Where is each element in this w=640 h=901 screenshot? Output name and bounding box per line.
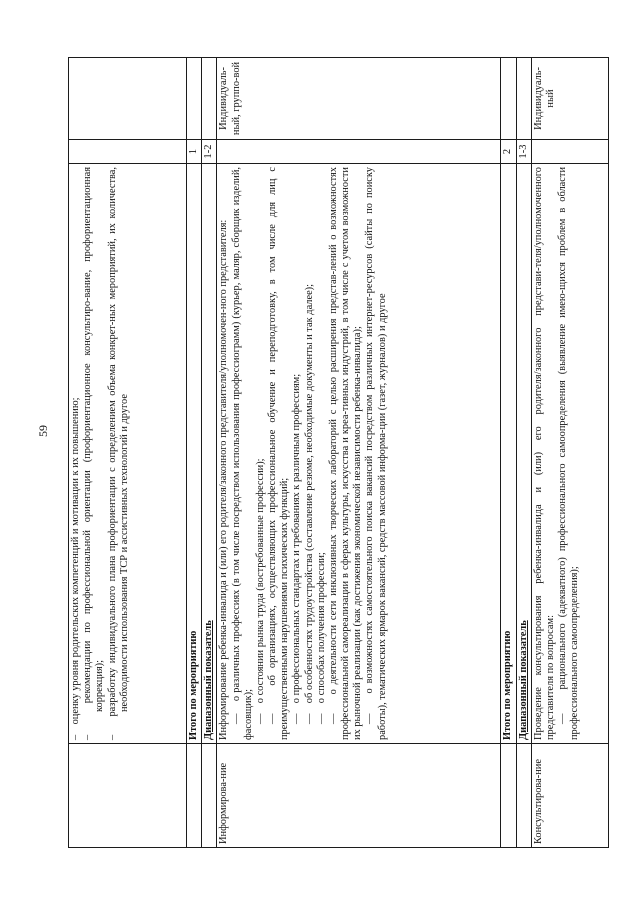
- table-row-continuation: [69, 58, 187, 848]
- content-cell: [69, 164, 187, 744]
- content-cell: [531, 164, 608, 744]
- count-cell-empty: [217, 140, 501, 164]
- range-value: 1-3: [516, 140, 531, 164]
- list-item: – рекомендации по профессиональной ориентации (профориентационное консультиро-вание, профориентационная коррекция);: [82, 167, 106, 740]
- list-item: — о способах получения профессии;: [315, 552, 327, 724]
- list-item: — о состоянии рынка труда (востребованные профессии);: [254, 458, 266, 724]
- total-label: Итого по мероприятию: [187, 164, 202, 744]
- range-label: Диапазонный показатель: [202, 164, 217, 744]
- list-item: — о деятельности сети инклюзивных творческих лабораторий с целью расширения представ-лений о возможностях профессиональной самореализации в сферах культуры, искусства и креа-тивных индустрий, в том числе с учетом возможности их рыночной реализации (как достижения экономической независимости ребенка-инвалида);: [327, 167, 364, 740]
- row-intro: Информирование ребенка-инвалида и (или) его родителя/законного представителя/уполномочен-ного представителя:: [218, 219, 230, 740]
- total-row: [501, 58, 516, 848]
- list-item: — о возможностях самостоятельного поиска вакансий посредством различных интернет-ресурсов (сайты по поиску работы), тематических ярмарок вакансий, средств массовой информа-ции (газет, журналов) и другое: [364, 167, 388, 740]
- form-cell: Индивидуаль-ный, группо-вой: [217, 58, 501, 140]
- list-item: – разработку индивидуального плана профориентации с определением объема конкрет-ных мероприятий, их количества, необходимости использования ТСР и ассистивных технологий и другое: [106, 167, 130, 740]
- range-row: [202, 58, 217, 848]
- table-row-consulting: [531, 58, 608, 848]
- form-cell: Индивидуаль-ный: [531, 58, 608, 140]
- range-label: Диапазонный показатель: [516, 164, 531, 744]
- list-item: — об особенностях трудоустройства (составление резюме, необходимые документы и так далее);: [303, 283, 315, 724]
- activity-cell: Информирова-ние: [217, 744, 501, 848]
- count-cell-empty: [531, 140, 608, 164]
- total-value: 2: [501, 140, 516, 164]
- row-intro: Проведение консультирования ребенка-инвалида и (или) его родителя/законного представи-теля/уполномоченного представителя по вопросам:: [532, 167, 556, 740]
- list-item: — рационального (адекватного) профессионального самоопределения (выявление имею-щихся проблем в области профессионального самоопределения);: [557, 167, 581, 740]
- list-item: — о различных профессиях (в том числе посредством использования профессиограмм) (курьер, маляр, сборщик изделий, фасовщик);: [230, 167, 254, 740]
- list-item: – оценку уровня родительских компетенций и мотивации к их повышению;: [70, 397, 81, 740]
- count-cell-empty: [69, 140, 187, 164]
- page-number: 59: [36, 425, 50, 437]
- total-value: 1: [187, 140, 202, 164]
- form-cell-empty: [69, 58, 187, 140]
- total-label: Итого по мероприятию: [501, 164, 516, 744]
- list-item: — о профессиональных стандартах и требованиях к различным профессиям;: [291, 373, 303, 724]
- range-value: 1-2: [202, 140, 217, 164]
- activity-cell-empty: [69, 744, 187, 848]
- activity-cell: Консультирова-ние: [531, 744, 608, 848]
- total-row: [187, 58, 202, 848]
- activities-table: [68, 57, 609, 848]
- list-item: — об организациях, осуществляющих профессиональное обучение и переподготовку, в том числе для лиц с преимущественными нарушениями психических функций;: [267, 167, 291, 740]
- range-row: [516, 58, 531, 848]
- table-row-informing: [217, 58, 501, 848]
- content-cell: [217, 164, 501, 744]
